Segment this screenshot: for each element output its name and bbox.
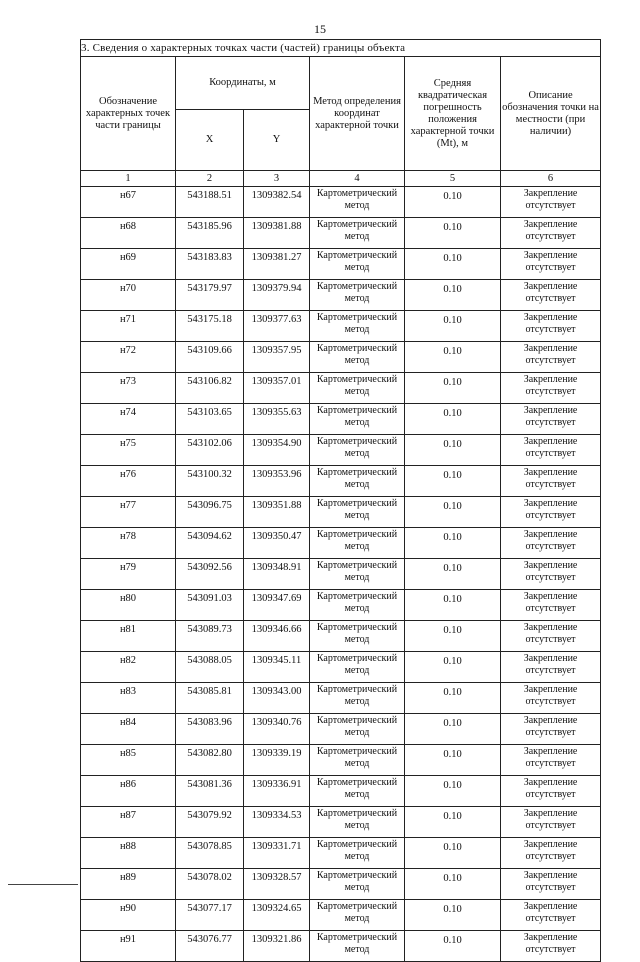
method-cell: Картометрический метод	[310, 559, 405, 590]
table-row	[81, 218, 601, 249]
error-cell: 0.10	[405, 776, 501, 807]
error-cell: 0.10	[405, 466, 501, 497]
error-cell: 0.10	[405, 342, 501, 373]
y-cell: 1309347.69	[244, 590, 310, 621]
y-cell: 1309336.91	[244, 776, 310, 807]
y-cell: 1309357.95	[244, 342, 310, 373]
method-cell: Картометрический метод	[310, 683, 405, 714]
header-point-designation: Обозначение характерных точек части границы	[81, 57, 176, 171]
point-cell: н90	[81, 900, 176, 931]
error-cell: 0.10	[405, 900, 501, 931]
y-cell: 1309324.65	[244, 900, 310, 931]
error-cell: 0.10	[405, 249, 501, 280]
description-cell: Закрепление отсутствует	[501, 249, 601, 280]
description-cell: Закрепление отсутствует	[501, 621, 601, 652]
x-cell: 543085.81	[176, 683, 244, 714]
x-cell: 543094.62	[176, 528, 244, 559]
error-cell: 0.10	[405, 621, 501, 652]
table-row	[81, 714, 601, 745]
y-cell: 1309345.11	[244, 652, 310, 683]
table-row	[81, 807, 601, 838]
table-row	[81, 187, 601, 218]
y-cell: 1309348.91	[244, 559, 310, 590]
x-cell: 543088.05	[176, 652, 244, 683]
point-cell: н70	[81, 280, 176, 311]
method-cell: Картометрический метод	[310, 311, 405, 342]
table-row	[81, 869, 601, 900]
error-cell: 0.10	[405, 528, 501, 559]
y-cell: 1309355.63	[244, 404, 310, 435]
footer-rule	[8, 884, 78, 885]
description-cell: Закрепление отсутствует	[501, 745, 601, 776]
description-cell: Закрепление отсутствует	[501, 373, 601, 404]
column-number: 2	[176, 171, 244, 187]
x-cell: 543091.03	[176, 590, 244, 621]
description-cell: Закрепление отсутствует	[501, 776, 601, 807]
column-number: 4	[310, 171, 405, 187]
y-cell: 1309340.76	[244, 714, 310, 745]
y-cell: 1309350.47	[244, 528, 310, 559]
point-cell: н88	[81, 838, 176, 869]
method-cell: Картометрический метод	[310, 931, 405, 962]
error-cell: 0.10	[405, 745, 501, 776]
x-cell: 543078.02	[176, 869, 244, 900]
table-row	[81, 497, 601, 528]
point-cell: н72	[81, 342, 176, 373]
table-row	[81, 683, 601, 714]
method-cell: Картометрический метод	[310, 497, 405, 528]
point-cell: н69	[81, 249, 176, 280]
header-coordinates: Координаты, м	[176, 57, 310, 110]
y-cell: 1309353.96	[244, 466, 310, 497]
y-cell: 1309321.86	[244, 931, 310, 962]
error-cell: 0.10	[405, 404, 501, 435]
description-cell: Закрепление отсутствует	[501, 807, 601, 838]
table-row	[81, 621, 601, 652]
description-cell: Закрепление отсутствует	[501, 714, 601, 745]
method-cell: Картометрический метод	[310, 807, 405, 838]
table-row	[81, 280, 601, 311]
header-y: Y	[244, 110, 310, 171]
y-cell: 1309377.63	[244, 311, 310, 342]
point-cell: н68	[81, 218, 176, 249]
point-cell: н79	[81, 559, 176, 590]
description-cell: Закрепление отсутствует	[501, 311, 601, 342]
column-number: 1	[81, 171, 176, 187]
error-cell: 0.10	[405, 683, 501, 714]
point-cell: н67	[81, 187, 176, 218]
x-cell: 543179.97	[176, 280, 244, 311]
y-cell: 1309334.53	[244, 807, 310, 838]
description-cell: Закрепление отсутствует	[501, 466, 601, 497]
x-cell: 543081.36	[176, 776, 244, 807]
y-cell: 1309328.57	[244, 869, 310, 900]
description-cell: Закрепление отсутствует	[501, 497, 601, 528]
point-cell: н75	[81, 435, 176, 466]
description-cell: Закрепление отсутствует	[501, 187, 601, 218]
error-cell: 0.10	[405, 497, 501, 528]
point-cell: н86	[81, 776, 176, 807]
method-cell: Картометрический метод	[310, 776, 405, 807]
table-row	[81, 466, 601, 497]
description-cell: Закрепление отсутствует	[501, 652, 601, 683]
method-cell: Картометрический метод	[310, 528, 405, 559]
y-cell: 1309381.88	[244, 218, 310, 249]
point-cell: н85	[81, 745, 176, 776]
description-cell: Закрепление отсутствует	[501, 218, 601, 249]
error-cell: 0.10	[405, 869, 501, 900]
x-cell: 543096.75	[176, 497, 244, 528]
table-row	[81, 249, 601, 280]
table-row	[81, 931, 601, 962]
point-cell: н76	[81, 466, 176, 497]
error-cell: 0.10	[405, 714, 501, 745]
error-cell: 0.10	[405, 590, 501, 621]
table-row	[81, 838, 601, 869]
method-cell: Картометрический метод	[310, 745, 405, 776]
y-cell: 1309339.19	[244, 745, 310, 776]
section-title-row	[81, 40, 601, 57]
method-cell: Картометрический метод	[310, 249, 405, 280]
error-cell: 0.10	[405, 280, 501, 311]
method-cell: Картометрический метод	[310, 900, 405, 931]
point-cell: н78	[81, 528, 176, 559]
x-cell: 543092.56	[176, 559, 244, 590]
x-cell: 543079.92	[176, 807, 244, 838]
point-cell: н89	[81, 869, 176, 900]
x-cell: 543078.85	[176, 838, 244, 869]
error-cell: 0.10	[405, 218, 501, 249]
x-cell: 543077.17	[176, 900, 244, 931]
column-number: 5	[405, 171, 501, 187]
method-cell: Картометрический метод	[310, 869, 405, 900]
description-cell: Закрепление отсутствует	[501, 900, 601, 931]
table-row	[81, 342, 601, 373]
point-cell: н71	[81, 311, 176, 342]
x-cell: 543103.65	[176, 404, 244, 435]
table-row	[81, 311, 601, 342]
x-cell: 543188.51	[176, 187, 244, 218]
method-cell: Картометрический метод	[310, 435, 405, 466]
point-cell: н77	[81, 497, 176, 528]
description-cell: Закрепление отсутствует	[501, 683, 601, 714]
y-cell: 1309354.90	[244, 435, 310, 466]
table-row	[81, 373, 601, 404]
error-cell: 0.10	[405, 373, 501, 404]
header-method: Метод определения координат характерной точки	[310, 57, 405, 171]
point-cell: н84	[81, 714, 176, 745]
x-cell: 543076.77	[176, 931, 244, 962]
table-row	[81, 528, 601, 559]
y-cell: 1309346.66	[244, 621, 310, 652]
error-cell: 0.10	[405, 187, 501, 218]
error-cell: 0.10	[405, 435, 501, 466]
error-cell: 0.10	[405, 652, 501, 683]
column-number: 3	[244, 171, 310, 187]
error-cell: 0.10	[405, 931, 501, 962]
section-title: 3. Сведения о характерных точках части (частей) границы объекта	[81, 40, 601, 57]
header-description: Описание обозначения точки на местности (при наличии)	[501, 57, 601, 171]
error-cell: 0.10	[405, 807, 501, 838]
x-cell: 543183.83	[176, 249, 244, 280]
y-cell: 1309357.01	[244, 373, 310, 404]
header-row-1	[81, 57, 601, 110]
table-row	[81, 776, 601, 807]
table-row	[81, 745, 601, 776]
point-cell: н74	[81, 404, 176, 435]
description-cell: Закрепление отсутствует	[501, 280, 601, 311]
description-cell: Закрепление отсутствует	[501, 559, 601, 590]
description-cell: Закрепление отсутствует	[501, 869, 601, 900]
description-cell: Закрепление отсутствует	[501, 342, 601, 373]
point-cell: н83	[81, 683, 176, 714]
point-cell: н73	[81, 373, 176, 404]
point-cell: н81	[81, 621, 176, 652]
method-cell: Картометрический метод	[310, 342, 405, 373]
description-cell: Закрепление отсутствует	[501, 404, 601, 435]
method-cell: Картометрический метод	[310, 714, 405, 745]
x-cell: 543083.96	[176, 714, 244, 745]
x-cell: 543106.82	[176, 373, 244, 404]
y-cell: 1309331.71	[244, 838, 310, 869]
x-cell: 543089.73	[176, 621, 244, 652]
error-cell: 0.10	[405, 838, 501, 869]
table-row	[81, 900, 601, 931]
x-cell: 543100.32	[176, 466, 244, 497]
method-cell: Картометрический метод	[310, 404, 405, 435]
description-cell: Закрепление отсутствует	[501, 528, 601, 559]
x-cell: 543185.96	[176, 218, 244, 249]
method-cell: Картометрический метод	[310, 373, 405, 404]
method-cell: Картометрический метод	[310, 466, 405, 497]
error-cell: 0.10	[405, 559, 501, 590]
table-row	[81, 435, 601, 466]
table-row	[81, 559, 601, 590]
method-cell: Картометрический метод	[310, 280, 405, 311]
y-cell: 1309382.54	[244, 187, 310, 218]
point-cell: н80	[81, 590, 176, 621]
method-cell: Картометрический метод	[310, 621, 405, 652]
table-row	[81, 652, 601, 683]
boundary-points-table	[80, 39, 601, 962]
error-cell: 0.10	[405, 311, 501, 342]
y-cell: 1309379.94	[244, 280, 310, 311]
x-cell: 543102.06	[176, 435, 244, 466]
method-cell: Картометрический метод	[310, 590, 405, 621]
description-cell: Закрепление отсутствует	[501, 931, 601, 962]
description-cell: Закрепление отсутствует	[501, 590, 601, 621]
x-cell: 543082.80	[176, 745, 244, 776]
description-cell: Закрепление отсутствует	[501, 435, 601, 466]
method-cell: Картометрический метод	[310, 838, 405, 869]
x-cell: 543175.18	[176, 311, 244, 342]
page-number: 15	[314, 22, 326, 36]
description-cell: Закрепление отсутствует	[501, 838, 601, 869]
method-cell: Картометрический метод	[310, 652, 405, 683]
method-cell: Картометрический метод	[310, 187, 405, 218]
x-cell: 543109.66	[176, 342, 244, 373]
y-cell: 1309381.27	[244, 249, 310, 280]
column-numbers-row	[81, 171, 601, 187]
header-mean-error: Средняя квадратическая погрешность положения характерной точки (Mt), м	[405, 57, 501, 171]
y-cell: 1309343.00	[244, 683, 310, 714]
point-cell: н91	[81, 931, 176, 962]
method-cell: Картометрический метод	[310, 218, 405, 249]
table-row	[81, 404, 601, 435]
point-cell: н82	[81, 652, 176, 683]
point-cell: н87	[81, 807, 176, 838]
table-row	[81, 590, 601, 621]
y-cell: 1309351.88	[244, 497, 310, 528]
column-number: 6	[501, 171, 601, 187]
header-x: X	[176, 110, 244, 171]
